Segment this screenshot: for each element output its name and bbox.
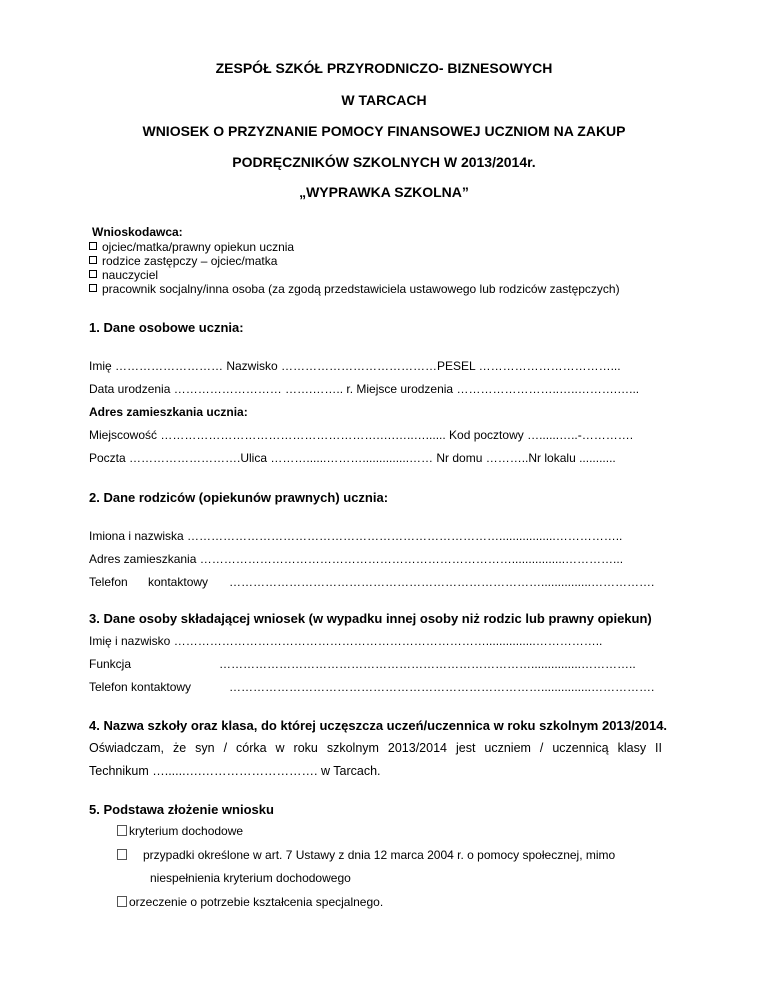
form-title-line1: WNIOSEK O PRZYZNANIE POMOCY FINANSOWEJ UCZNIOM NA ZAKUP — [142, 123, 626, 139]
submitter-name-row[interactable]: Imię i nazwisko ……………………………………………………………………...............…………….. — [89, 634, 603, 648]
submitter-function-field[interactable]: ……………………………………………………………………...............………….. — [219, 657, 636, 671]
form-title-line2: PODRĘCZNIKÓW SZKOLNYCH W 2013/2014r. — [232, 154, 536, 170]
parents-address-row[interactable]: Adres zamieszkania ……………………………………………………………………................…………... — [89, 552, 624, 566]
checkbox-icon[interactable] — [89, 256, 97, 264]
checkbox-icon[interactable] — [117, 849, 127, 860]
student-post-row[interactable]: Poczta ……………………….Ulica ………......………..............…… Nr domu ………..Nr lokalu ........... — [89, 451, 616, 465]
basis-option-exceptions-cont: niespełnienia kryterium dochodowego — [150, 871, 351, 885]
section3-title: 3. Dane osoby składającej wniosek (w wypadku innej osoby niż rodzic lub prawny opiekun) — [89, 611, 652, 626]
parents-phone-label-b: kontaktowy — [148, 575, 209, 589]
student-name-row[interactable]: Imię ……………………… Nazwisko …………………………………PESEL ……………………………... — [89, 359, 621, 373]
checkbox-icon[interactable] — [89, 242, 97, 250]
submitter-phone-field[interactable]: ……………………………………………………………………...............……………. — [229, 680, 655, 694]
form-title-line3: „WYPRAWKA SZKOLNA” — [299, 184, 469, 200]
applicant-option-parent[interactable]: ojciec/matka/prawny opiekun ucznia — [89, 240, 294, 254]
school-name: ZESPÓŁ SZKÓŁ PRZYRODNICZO- BIZNESOWYCH — [215, 60, 553, 76]
applicant-label: Wnioskodawca: — [92, 225, 183, 239]
submitter-function-label: Funkcja — [89, 657, 132, 671]
applicant-option-foster[interactable]: rodzice zastępczy – ojciec/matka — [89, 254, 277, 268]
checkbox-icon[interactable] — [117, 825, 127, 836]
student-address-label: Adres zamieszkania ucznia: — [89, 405, 248, 419]
basis-option-exceptions[interactable]: przypadki określone w art. 7 Ustawy z dnia 12 marca 2004 r. o pomocy społecznej, mimo — [117, 848, 615, 862]
applicant-option-teacher[interactable]: nauczyciel — [89, 268, 158, 282]
section4-title: 4. Nazwa szkoły oraz klasa, do której uczęszcza uczeń/uczennica w roku szkolnym 2013/2014. — [89, 718, 668, 733]
section1-title: 1. Dane osobowe ucznia: — [89, 320, 244, 335]
applicant-option-social-worker[interactable]: pracownik socjalny/inna osoba (za zgodą przedstawiciela ustawowego lub rodziców zastępczych) — [89, 282, 620, 296]
section5-title: 5. Podstawa złożenie wniosku — [89, 802, 274, 817]
checkbox-icon[interactable] — [117, 896, 127, 907]
school-class-field[interactable]: Technikum …......….………………………. w Tarcach. — [89, 764, 381, 778]
student-birth-row[interactable]: Data urodzenia ……………………… …….…….. r. Miejsce urodzenia ……………………..…..……….…... — [89, 382, 640, 396]
section2-title: 2. Dane rodziców (opiekunów prawnych) ucznia: — [89, 490, 389, 505]
school-town: W TARCACH — [341, 92, 427, 108]
checkbox-icon[interactable] — [89, 284, 97, 292]
checkbox-icon[interactable] — [89, 270, 97, 278]
parents-names-row[interactable]: Imiona i nazwiska …………………………………………………………………….................…………….. — [89, 529, 623, 543]
school-class-statement: Oświadczam, że syn / córka w roku szkolnym 2013/2014 jest uczniem / uczennicą klasy II — [89, 741, 662, 755]
parents-phone-label-a: Telefon — [89, 575, 128, 589]
basis-option-income[interactable]: kryterium dochodowe — [117, 824, 243, 838]
parents-phone-field[interactable]: ……………………………………………………………………...............……………. — [229, 575, 655, 589]
student-city-row[interactable]: Miejscowość ……………………………………………….….…..…...... Kod pocztowy …......…..-…………. — [89, 428, 634, 442]
submitter-phone-label: Telefon kontaktowy — [89, 680, 192, 694]
basis-option-special-needs[interactable]: orzeczenie o potrzebie kształcenia specjalnego. — [117, 895, 383, 909]
